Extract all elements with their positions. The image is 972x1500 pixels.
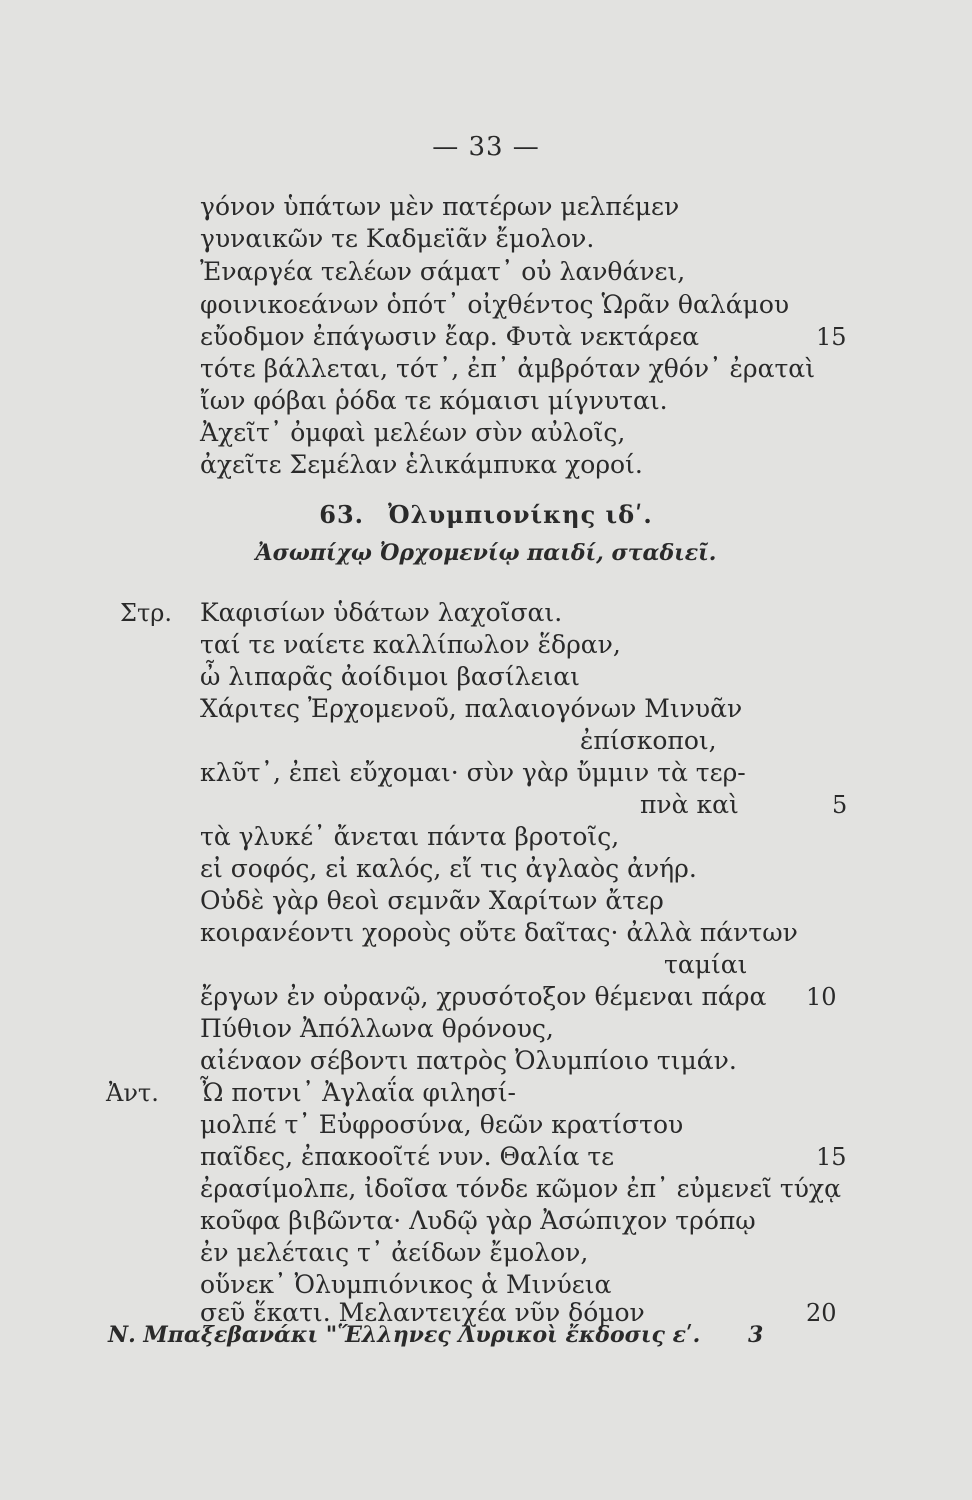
page-number: — 33 — — [432, 132, 540, 162]
poem-line: Οὐδὲ γὰρ θεοὶ σεμνᾶν Χαρίτων ἄτερ — [200, 886, 664, 915]
ode-dedication: Ἀσωπίχῳ Ὀρχομενίῳ παιδί, σταδιεῖ. — [255, 540, 717, 566]
poem-line: τὰ γλυκέ᾽ ἄνεται πάντα βροτοῖς, — [200, 822, 620, 851]
line-number: 15 — [816, 1143, 847, 1171]
poem-line: ἐρασίμολπε, ἰδοῖσα τόνδε κῶμον ἐπ᾽ εὐμενεῖ τύχᾳ — [200, 1174, 841, 1203]
poem-line: γυναικῶν τε Καδμεϊᾶν ἔμολον. — [200, 224, 595, 253]
poem-line: εἰ σοφός, εἰ καλός, εἴ τις ἀγλαὸς ἀνήρ. — [200, 854, 697, 883]
poem-line: μολπέ τ᾽ Εὐφροσύνα, θεῶν κρατίστου — [200, 1110, 684, 1139]
poem-line: Ὦ ποτνι᾽ Ἀγλαΐα φιλησί- — [200, 1078, 516, 1107]
line-number: 15 — [816, 323, 847, 351]
poem-line: Χάριτες Ἐρχομενοῦ, παλαιογόνων Μινυᾶν — [200, 694, 743, 723]
line-number: 20 — [806, 1299, 837, 1327]
poem-line: Πύθιον Ἀπόλλωνα θρόνους, — [200, 1014, 554, 1043]
poem-line: ταί τε ναίετε καλλίπωλον ἕδραν, — [200, 630, 621, 659]
poem-line: τότε βάλλεται, τότ᾽, ἐπ᾽ ἀμβρόταν χθόν᾽ ἐραταὶ — [200, 354, 815, 383]
poem-line: πνὰ καὶ — [640, 790, 739, 819]
line-number: 5 — [832, 791, 848, 819]
ode-title: Ὀλυμπιονίκης ιδʹ. — [388, 500, 653, 529]
poem-line: ταμίαι — [664, 950, 748, 979]
poem-line: κοῦφα βιβῶντα· Λυδῷ γὰρ Ἀσώπιχον τρόπῳ — [200, 1206, 756, 1235]
footer-signature-mark: 3 — [748, 1322, 764, 1348]
ode-number: 63. — [319, 500, 365, 529]
strophe-label: Στρ. — [120, 599, 172, 627]
poem-line: φοινικοεάνων ὁπότ᾽ οἰχθέντος Ὡρᾶν θαλάμου — [200, 290, 790, 319]
poem-line: οὕνεκ᾽ Ὀλυμπιόνικος ἁ Μινύεια — [200, 1270, 612, 1299]
poem-line: ἔργων ἐν οὐρανῷ, χρυσότοξον θέμεναι πάρα — [200, 982, 767, 1011]
poem-line: ἴων φόβαι ῥόδα τε κόμαισι μίγνυται. — [200, 386, 668, 415]
poem-line: αἰέναον σέβοντι πατρὸς Ὀλυμπίοιο τιμάν. — [200, 1046, 737, 1075]
ode-heading — [0, 500, 972, 529]
poem-line: ἐπίσκοποι, — [580, 726, 717, 755]
poem-line: ἐν μελέταις τ᾽ ἀείδων ἔμολον, — [200, 1238, 589, 1267]
poem-line: σεῦ ἕκατι. Μελαντειχέα νῦν δόμον — [200, 1298, 645, 1327]
antistrophe-label: Ἀντ. — [106, 1079, 159, 1107]
poem-line: Ἐναργέα τελέων σάματ᾽ οὐ λανθάνει, — [200, 257, 686, 286]
poem-line: Καφισίων ὑδάτων λαχοῖσαι. — [200, 598, 563, 627]
poem-line: Ἀχεῖτ᾽ ὀμφαὶ μελέων σὺν αὐλοῖς, — [200, 418, 626, 447]
poem-line: παῖδες, ἐπακοοῖτέ νυν. Θαλία τε — [200, 1142, 615, 1171]
poem-line: γόνον ὑπάτων μὲν πατέρων μελπέμεν — [200, 192, 680, 221]
poem-line: κοιρανέοντι χοροὺς οὔτε δαῖτας· ἀλλὰ πάντων — [200, 918, 798, 947]
poem-line: εὔοδμον ἐπάγωσιν ἔαρ. Φυτὰ νεκτάρεα — [200, 322, 700, 351]
line-number: 10 — [806, 983, 837, 1011]
footer-publisher: Ν. Μπαξεβανάκι "Ἕλληνες Λυρικοὶ ἔκδοσις εʹ. — [108, 1322, 701, 1348]
poem-line: ἀχεῖτε Σεμέλαν ἑλικάμπυκα χοροί. — [200, 450, 643, 479]
poem-line: κλῦτ᾽, ἐπεὶ εὔχομαι· σὺν γὰρ ὔμμιν τὰ τερ- — [200, 758, 746, 787]
poem-line: ὦ λιπαρᾶς ἀοίδιμοι βασίλειαι — [200, 662, 580, 691]
